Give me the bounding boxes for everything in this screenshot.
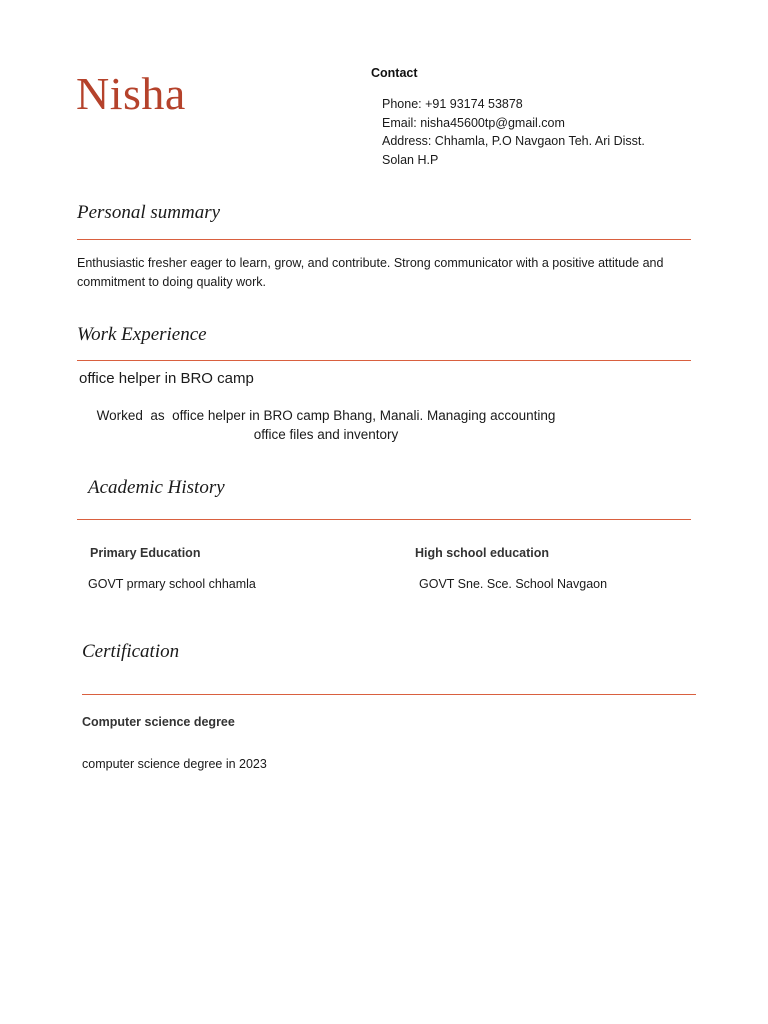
certification-heading: Computer science degree — [82, 715, 235, 729]
primary-education-detail: GOVT prmary school chhamla — [88, 577, 256, 591]
high-school-detail: GOVT Sne. Sce. School Navgaon — [419, 577, 608, 591]
candidate-name: Nisha — [76, 68, 186, 119]
work-experience-title: Work Experience — [77, 324, 207, 345]
personal-summary-text: Enthusiastic fresher eager to learn, grow, and contribute. Strong communicator with a positive attitude and commitment to doing quality work. — [77, 256, 664, 289]
academic-history-title: Academic History — [88, 477, 225, 498]
section-divider — [82, 694, 696, 695]
certification-title: Certification — [82, 641, 180, 662]
job-description-line2: office files and inventory — [253, 426, 399, 442]
section-divider — [77, 519, 691, 520]
job-description-line1: Worked as office helper in BRO camp Bhang, Manali. Managing accounting — [96, 408, 556, 423]
personal-summary-title: Personal summary — [77, 202, 221, 223]
certification-detail: computer science degree in 2023 — [82, 757, 267, 771]
job-description — [86, 407, 566, 444]
contact-email: Email: nisha45600tp@gmail.com — [382, 115, 565, 130]
section-divider — [77, 239, 691, 240]
contact-address-line2: Solan H.P — [382, 152, 439, 167]
primary-education-heading: Primary Education — [90, 546, 201, 560]
job-title: office helper in BRO camp — [79, 370, 254, 387]
contact-address-line1: Address: Chhamla, P.O Navgaon Teh. Ari Disst. — [382, 134, 645, 148]
contact-heading: Contact — [371, 66, 418, 80]
high-school-heading: High school education — [415, 546, 550, 560]
section-divider — [77, 360, 691, 361]
contact-phone: Phone: +91 93174 53878 — [382, 97, 523, 111]
